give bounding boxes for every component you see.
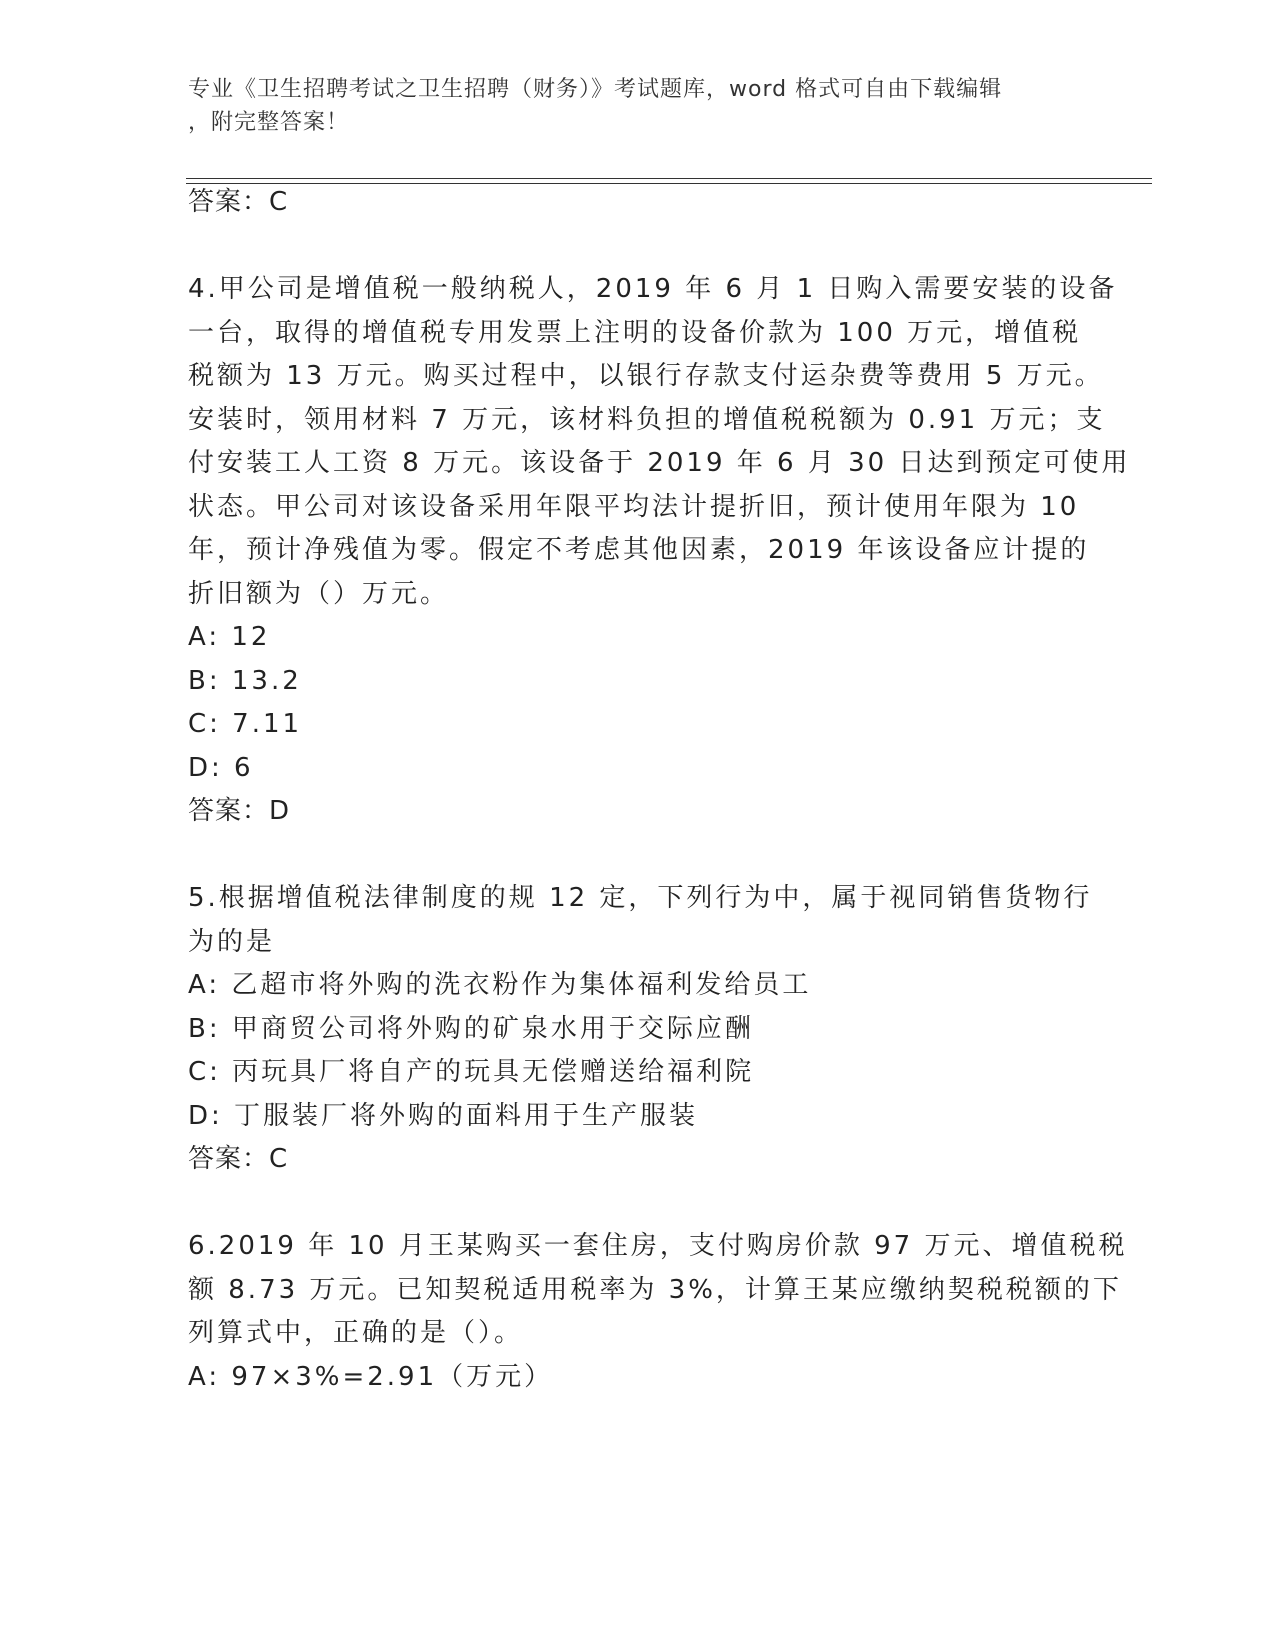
q5-option-a: A: 乙超市将外购的洗衣粉作为集体福利发给员工 bbox=[188, 970, 812, 1000]
q4-text-line-1: 4.甲公司是增值税一般纳税人，2019 年 6 月 1 日购入需要安装的设备 bbox=[188, 274, 1118, 304]
header-divider bbox=[186, 178, 1152, 184]
q4-option-c: C: 7.11 bbox=[188, 709, 303, 739]
q4-text-line-5: 付安装工人工资 8 万元。该设备于 2019 年 6 月 30 日达到预定可使用 bbox=[188, 448, 1131, 478]
q4-text-line-2: 一台，取得的增值税专用发票上注明的设备价款为 100 万元，增值税 bbox=[188, 318, 1082, 348]
q4-option-a: A: 12 bbox=[188, 622, 271, 652]
q4-text-line-7: 年，预计净残值为零。假定不考虑其他因素，2019 年该设备应计提的 bbox=[188, 535, 1090, 565]
q4-text-line-6: 状态。甲公司对该设备采用年限平均法计提折旧，预计使用年限为 10 bbox=[188, 492, 1080, 522]
previous-answer: 答案：C bbox=[188, 187, 289, 217]
q4-option-b: B: 13.2 bbox=[188, 666, 302, 696]
header-line-2: ，附完整答案！ bbox=[188, 110, 350, 135]
q4-text-line-3: 税额为 13 万元。购买过程中，以银行存款支付运杂费等费用 5 万元。 bbox=[188, 361, 1104, 391]
q5-text-line-2: 为的是 bbox=[188, 927, 276, 957]
q5-text-line-1: 5.根据增值税法律制度的规 12 定，下列行为中，属于视同销售货物行 bbox=[188, 883, 1093, 913]
q5-option-b: B: 甲商贸公司将外购的矿泉水用于交际应酬 bbox=[188, 1014, 754, 1044]
q6-text-line-1: 6.2019 年 10 月王某购买一套住房，支付购房价款 97 万元、增值税税 bbox=[188, 1231, 1128, 1261]
q5-option-c: C: 丙玩具厂将自产的玩具无偿赠送给福利院 bbox=[188, 1057, 755, 1087]
q6-option-a: A: 97×3%=2.91（万元） bbox=[188, 1362, 554, 1392]
q5-option-d: D: 丁服装厂将外购的面料用于生产服装 bbox=[188, 1101, 699, 1131]
q6-text-line-2: 额 8.73 万元。已知契税适用税率为 3%，计算王某应缴纳契税税额的下 bbox=[188, 1275, 1122, 1305]
q4-text-line-4: 安装时，领用材料 7 万元，该材料负担的增值税税额为 0.91 万元；支 bbox=[188, 405, 1106, 435]
q6-text-line-3: 列算式中，正确的是（）。 bbox=[188, 1318, 524, 1348]
document-header bbox=[188, 73, 1068, 139]
q4-answer: 答案：D bbox=[188, 796, 291, 826]
q4-text-line-8: 折旧额为（）万元。 bbox=[188, 579, 450, 609]
q5-answer: 答案：C bbox=[188, 1144, 289, 1174]
header-line-1: 专业《卫生招聘考试之卫生招聘（财务）》考试题库，word 格式可自由下载编辑 bbox=[188, 77, 1003, 102]
q4-option-d: D: 6 bbox=[188, 753, 254, 783]
